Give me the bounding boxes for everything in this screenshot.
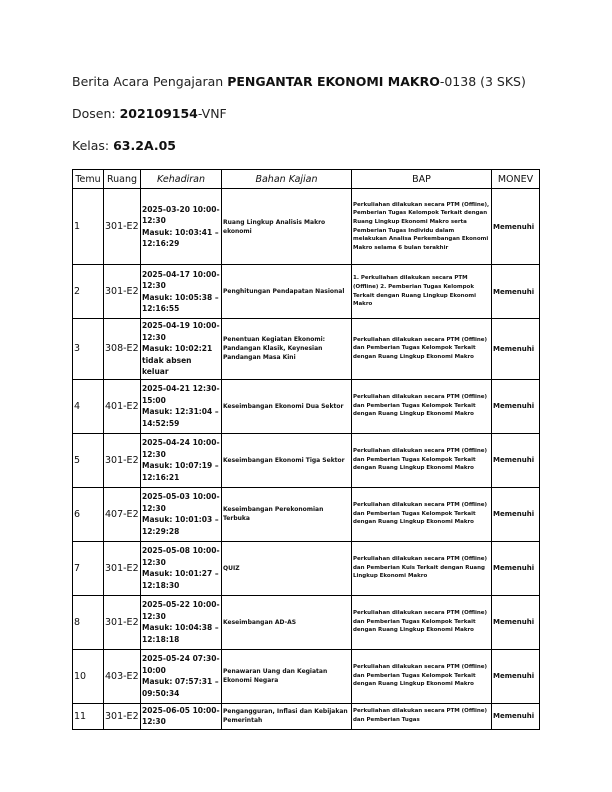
cell-temu: 3	[73, 319, 104, 380]
cell-ruang: 407-E2	[104, 487, 141, 541]
col-header-bap: BAP	[352, 170, 492, 189]
cell-monev: Memenuhi	[492, 487, 540, 541]
cell-ruang: 301-E2	[104, 703, 141, 729]
cell-ruang: 301-E2	[104, 265, 141, 319]
kehadiran-line: 2025-04-17 10:00-12:30	[142, 269, 220, 290]
cell-kehadiran	[141, 319, 222, 380]
cell-kehadiran	[141, 487, 222, 541]
cell-kehadiran	[141, 541, 222, 595]
kelas-value: 63.2A.05	[113, 138, 176, 153]
kehadiran-line: 2025-03-20 10:00-12:30	[142, 204, 220, 225]
cell-ruang: 401-E2	[104, 379, 141, 433]
kehadiran-line: Masuk: 10:04:38 – 12:18:18	[142, 623, 219, 644]
cell-monev: Memenuhi	[492, 703, 540, 729]
cell-kehadiran	[141, 703, 222, 729]
cell-bahan-kajian: Pengangguran, Inflasi dan Kebijakan Pemerintah	[222, 703, 352, 729]
cell-kehadiran	[141, 189, 222, 265]
report-title	[72, 74, 526, 89]
dosen-label: Dosen:	[72, 106, 120, 121]
cell-temu: 8	[73, 595, 104, 649]
cell-monev: Memenuhi	[492, 189, 540, 265]
cell-temu: 11	[73, 703, 104, 729]
kehadiran-line: 2025-05-08 10:00-12:30	[142, 546, 220, 567]
kehadiran-line: Masuk: 12:31:04 – 14:52:59	[142, 407, 219, 428]
dosen-line	[72, 106, 227, 121]
cell-ruang: 301-E2	[104, 433, 141, 487]
cell-bap: Perkuliahan dilakukan secara PTM (Offline) dan Pemberian Tugas Kelompok Terkait dengan Ruang Lingkup Ekonomi Makro	[352, 487, 492, 541]
cell-ruang: 301-E2	[104, 595, 141, 649]
cell-monev: Memenuhi	[492, 541, 540, 595]
kehadiran-line: Masuk: 10:03:41 – 12:16:29	[142, 227, 219, 248]
title-prefix: Berita Acara Pengajaran	[72, 74, 228, 89]
cell-bap: Perkuliahan dilakukan secara PTM (Offline) dan Pemberian Tugas Kelompok Terkait dengan Ruang Lingkup Ekonomi Makro	[352, 649, 492, 703]
cell-monev: Memenuhi	[492, 319, 540, 380]
kehadiran-line: Masuk: 10:02:21	[142, 344, 213, 353]
cell-bahan-kajian: Keseimbangan AD-AS	[222, 595, 352, 649]
kehadiran-line: Masuk: 07:57:31 – 09:50:34	[142, 677, 219, 698]
dosen-id: 202109154	[119, 106, 198, 121]
cell-bahan-kajian: Penawaran Uang dan Kegiatan Ekonomi Negara	[222, 649, 352, 703]
cell-ruang: 403-E2	[104, 649, 141, 703]
cell-temu: 6	[73, 487, 104, 541]
kehadiran-line: Masuk: 10:01:03 – 12:29:28	[142, 515, 219, 536]
cell-temu: 5	[73, 433, 104, 487]
kelas-line	[72, 138, 176, 153]
table-row	[73, 433, 540, 487]
course-name: PENGANTAR EKONOMI MAKRO	[227, 74, 440, 89]
cell-monev: Memenuhi	[492, 379, 540, 433]
cell-bahan-kajian: Keseimbangan Ekonomi Dua Sektor	[222, 379, 352, 433]
cell-temu: 4	[73, 379, 104, 433]
table-row	[73, 649, 540, 703]
cell-monev: Memenuhi	[492, 433, 540, 487]
cell-bap: 1. Perkuliahan dilakukan secara PTM (Offline) 2. Pemberian Tugas Kelompok Terkait dengan Ruang Lingkup Ekonomi Makro	[352, 265, 492, 319]
table-row	[73, 487, 540, 541]
cell-monev: Memenuhi	[492, 649, 540, 703]
cell-temu: 2	[73, 265, 104, 319]
table-header-row	[73, 170, 540, 189]
cell-kehadiran	[141, 649, 222, 703]
cell-bahan-kajian: Ruang Lingkup Analisis Makro ekonomi	[222, 189, 352, 265]
cell-bahan-kajian: Keseimbangan Perekonomian Terbuka	[222, 487, 352, 541]
kehadiran-line: 2025-04-24 10:00-12:30	[142, 438, 220, 459]
cell-bap: Perkuliahan dilakukan secara PTM (Offline) dan Pemberian Tugas Kelompok Terkait dengan Ruang Lingkup Ekonomi Makro	[352, 595, 492, 649]
table-row	[73, 189, 540, 265]
kehadiran-line: tidak absen keluar	[142, 355, 192, 376]
cell-kehadiran	[141, 433, 222, 487]
cell-kehadiran	[141, 265, 222, 319]
cell-monev: Memenuhi	[492, 265, 540, 319]
kehadiran-line: 2025-05-24 07:30-10:00	[142, 654, 220, 675]
cell-bahan-kajian: Penghitungan Pendapatan Nasional	[222, 265, 352, 319]
table-row	[73, 379, 540, 433]
table-row	[73, 265, 540, 319]
cell-bap: Perkuliahan dilakukan secara PTM (Offline) dan Pemberian Tugas Kelompok Terkait dengan Ruang Lingkup Ekonomi Makro	[352, 319, 492, 380]
dosen-suffix: -VNF	[197, 106, 227, 121]
kehadiran-line: Masuk: 10:01:27 – 12:18:30	[142, 569, 219, 590]
cell-temu: 7	[73, 541, 104, 595]
kehadiran-line: Masuk: 10:07:19 – 12:16:21	[142, 461, 219, 482]
course-suffix: -0138 (3 SKS)	[439, 74, 526, 89]
cell-temu: 1	[73, 189, 104, 265]
cell-kehadiran	[141, 595, 222, 649]
kehadiran-line: 2025-04-19 10:00-12:30	[142, 321, 220, 342]
kehadiran-line: 2025-05-03 10:00-12:30	[142, 492, 220, 513]
cell-ruang: 308-E2	[104, 319, 141, 380]
col-header-temu: Temu	[73, 170, 104, 189]
cell-ruang: 301-E2	[104, 189, 141, 265]
table-body	[73, 189, 540, 730]
cell-ruang: 301-E2	[104, 541, 141, 595]
kehadiran-line: 2025-04-21 12:30-15:00	[142, 384, 220, 405]
kehadiran-line: Masuk: 10:05:38 – 12:16:55	[142, 292, 219, 313]
cell-bap: Perkuliahan dilakukan secara PTM (Offline), Pemberian Tugas Kelompok Terkait dengan Ruang Lingkup Ekonomi Makro serta Pemberian Tugas Individu dalam melakukan Analisa Perkembangan Ekonomi Makro selama 6 bulan terakhir	[352, 189, 492, 265]
col-header-kehadiran: Kehadiran	[141, 170, 222, 189]
cell-temu: 10	[73, 649, 104, 703]
cell-bahan-kajian: Penentuan Kegiatan Ekonomi: Pandangan Klasik, Keynesian Pandangan Masa Kini	[222, 319, 352, 380]
col-header-bahan-kajian: Bahan Kajian	[222, 170, 352, 189]
kelas-label: Kelas:	[72, 138, 114, 153]
cell-bap: Perkuliahan dilakukan secara PTM (Offline) dan Pemberian Tugas Kelompok Terkait dengan Ruang Lingkup Ekonomi Makro	[352, 379, 492, 433]
cell-bap: Perkuliahan dilakukan secara PTM (Offline) dan Pemberian Kuis Terkait dengan Ruang Lingkup Ekonomi Makro	[352, 541, 492, 595]
bap-table	[72, 169, 540, 730]
cell-kehadiran	[141, 379, 222, 433]
table-row	[73, 703, 540, 729]
kehadiran-line: 2025-06-05 10:00-12:30	[142, 705, 220, 726]
cell-bahan-kajian: Keseimbangan Ekonomi Tiga Sektor	[222, 433, 352, 487]
col-header-ruang: Ruang	[104, 170, 141, 189]
cell-bahan-kajian: QUIZ	[222, 541, 352, 595]
table-row	[73, 595, 540, 649]
kehadiran-line: 2025-05-22 10:00-12:30	[142, 600, 220, 621]
table-row	[73, 319, 540, 380]
cell-bap: Perkuliahan dilakukan secara PTM (Offline) dan Pemberian Tugas Kelompok Terkait dengan Ruang Lingkup Ekonomi Makro	[352, 433, 492, 487]
cell-bap: Perkuliahan dilakukan secara PTM (Offline) dan Pemberian Tugas	[352, 703, 492, 729]
table-row	[73, 541, 540, 595]
col-header-monev: MONEV	[492, 170, 540, 189]
cell-monev: Memenuhi	[492, 595, 540, 649]
